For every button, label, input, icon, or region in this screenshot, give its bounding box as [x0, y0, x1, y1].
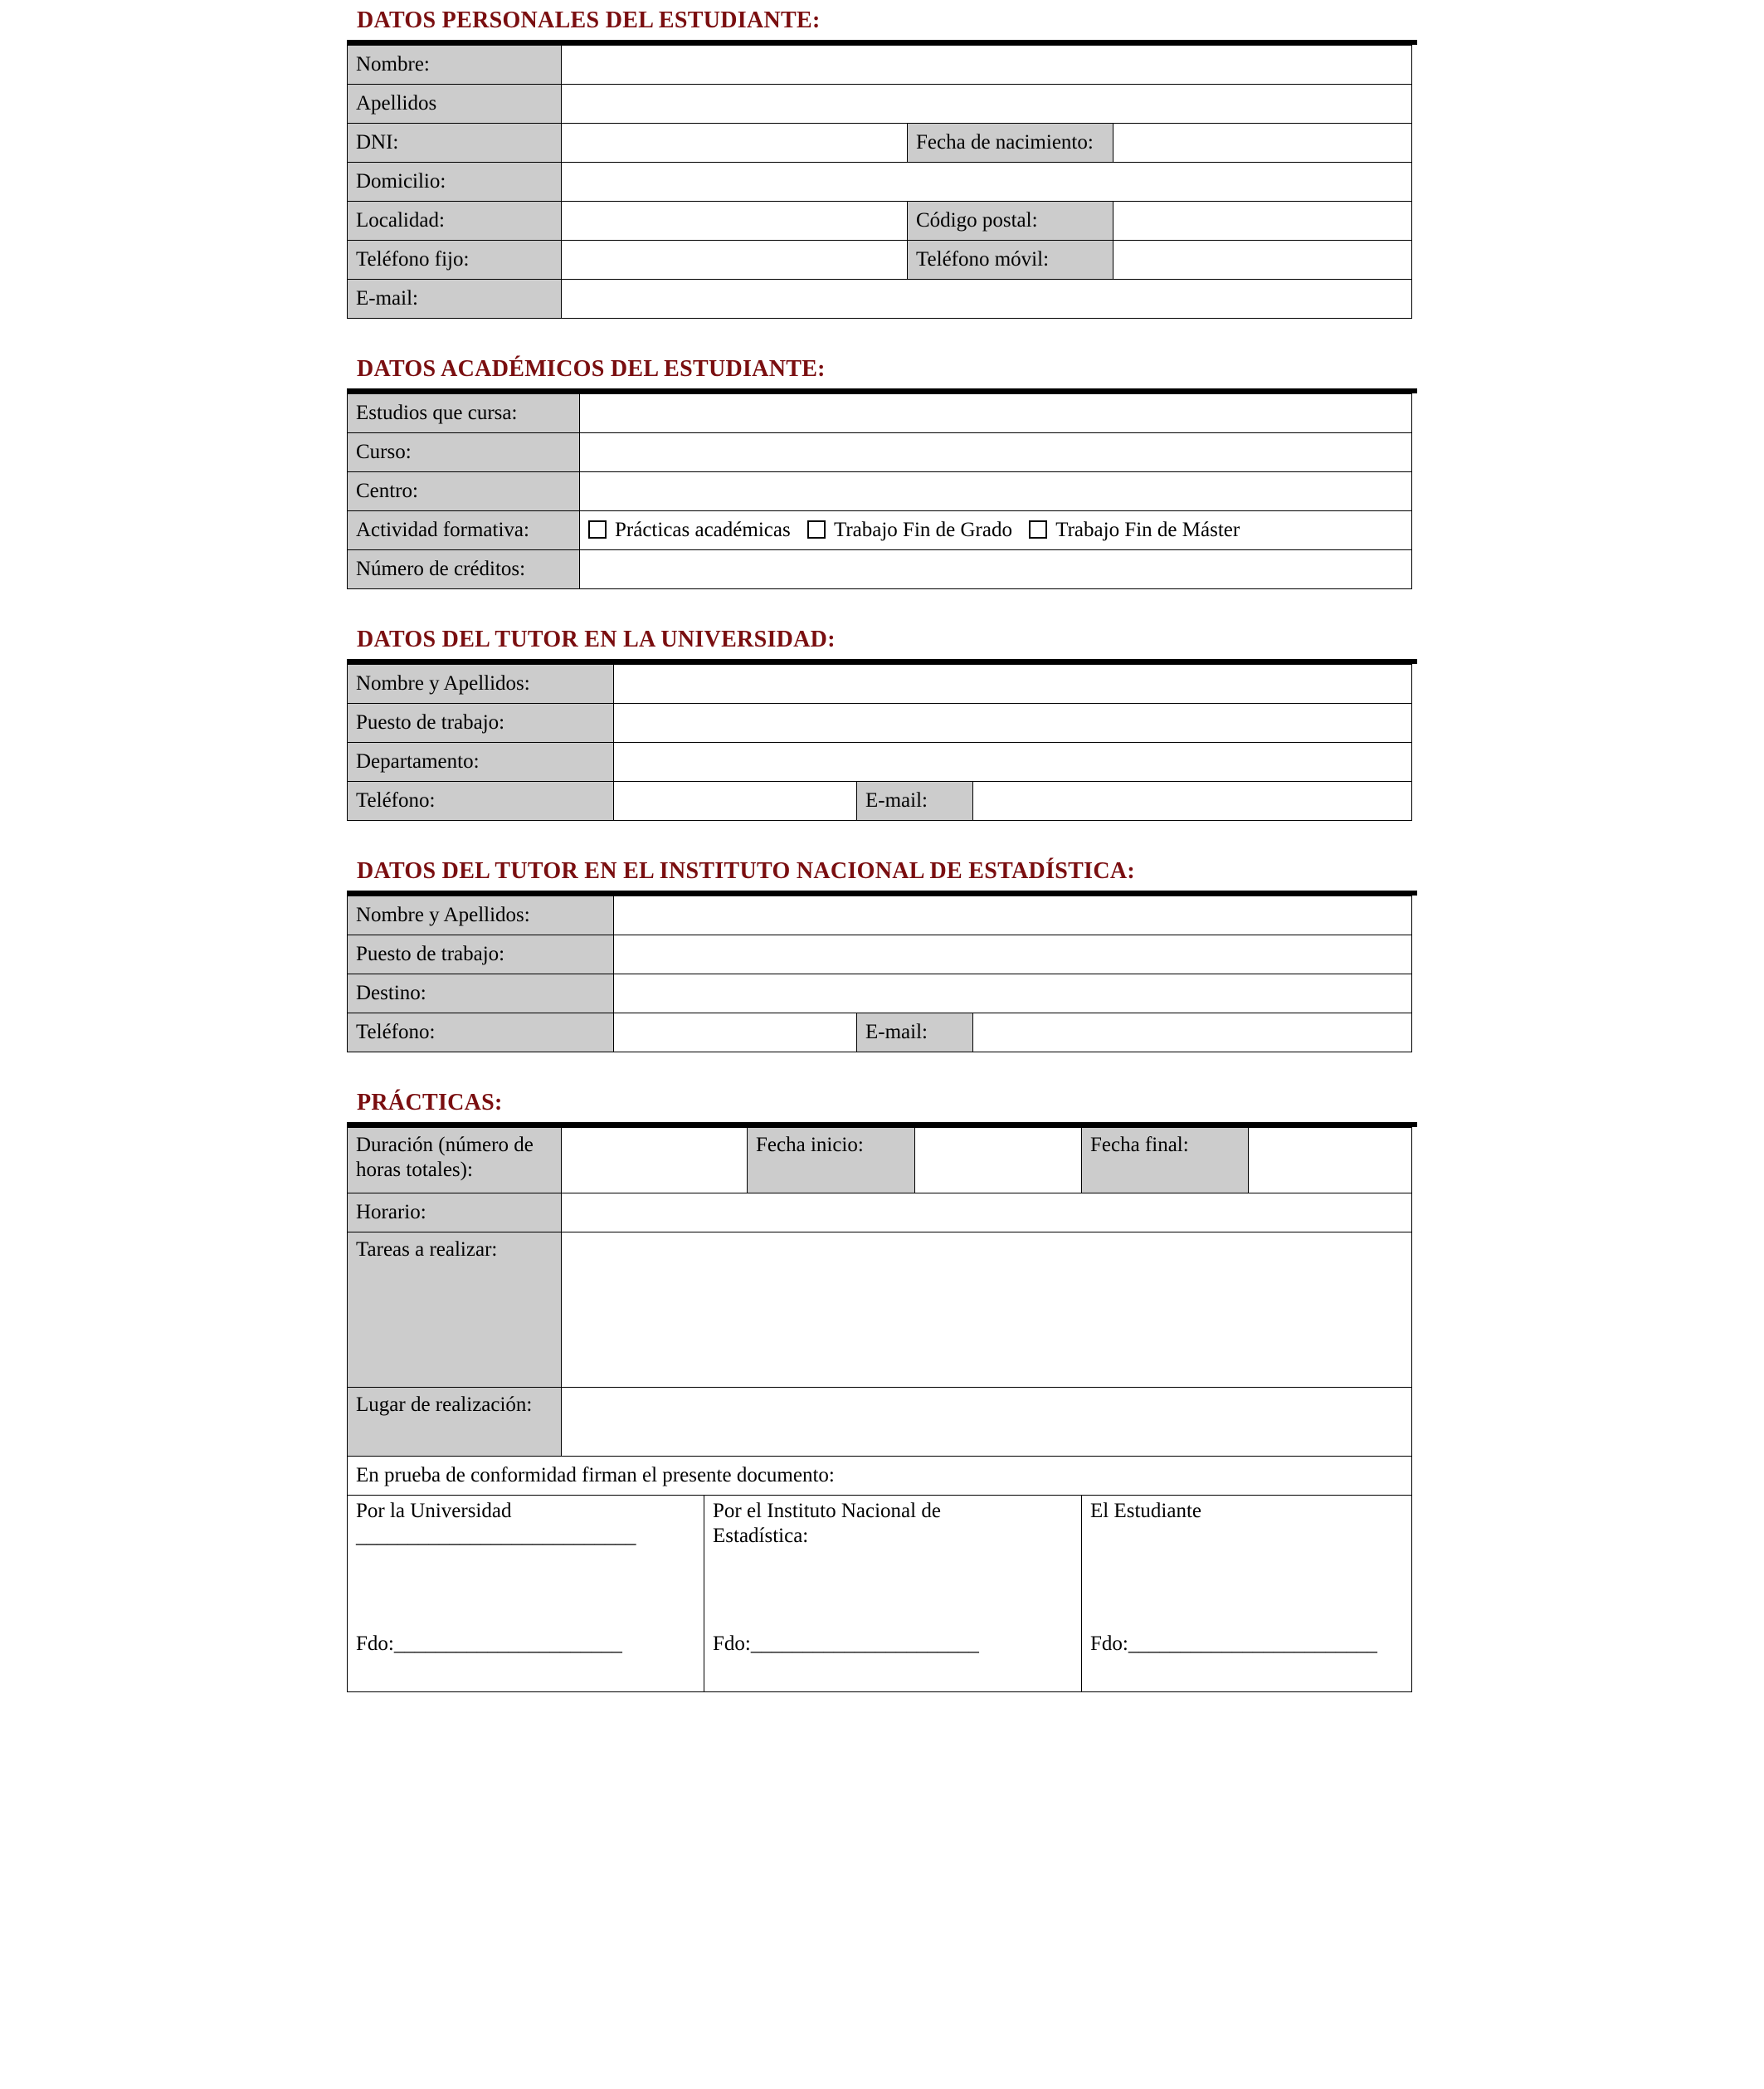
- input-email[interactable]: [562, 280, 1412, 319]
- section-title-tutor-uni: DATOS DEL TUTOR EN LA UNIVERSIDAD:: [357, 627, 836, 652]
- row-tareas: [348, 1232, 1412, 1388]
- section-title-personal: DATOS PERSONALES DEL ESTUDIANTE:: [357, 7, 821, 33]
- input-apellidos[interactable]: [562, 85, 1412, 124]
- option-label: Prácticas académicas: [615, 519, 791, 541]
- input-telefono-fijo[interactable]: [562, 241, 908, 280]
- label-tutor-uni-puesto: Puesto de trabajo:: [348, 704, 614, 743]
- label-fecha-nacimiento: Fecha de nacimiento:: [908, 124, 1113, 163]
- signature-ine[interactable]: [704, 1496, 1082, 1692]
- section-tutor-uni: [347, 619, 1417, 821]
- input-localidad[interactable]: [562, 202, 908, 241]
- label-fecha-inicio: Fecha inicio:: [748, 1128, 915, 1193]
- option-tfg[interactable]: [807, 518, 1012, 543]
- row-tutor-ine-destino: [348, 974, 1412, 1013]
- input-tutor-ine-nombre[interactable]: [614, 896, 1412, 935]
- label-duracion: Duración (número de horas totales):: [348, 1128, 562, 1193]
- row-horario: [348, 1193, 1412, 1232]
- label-tutor-uni-telefono: Teléfono:: [348, 782, 614, 821]
- tutor-uni-table: [347, 664, 1412, 821]
- label-tutor-ine-nombre: Nombre y Apellidos:: [348, 896, 614, 935]
- input-duracion[interactable]: [562, 1128, 748, 1193]
- fdo-estudiante: Fdo:________________________: [1090, 1633, 1377, 1655]
- conformidad-text: En prueba de conformidad firman el presente documento:: [348, 1457, 1412, 1496]
- label-dni: DNI:: [348, 124, 562, 163]
- label-horario: Horario:: [348, 1193, 562, 1232]
- row-creditos: [348, 550, 1412, 589]
- input-tutor-ine-telefono[interactable]: [614, 1013, 857, 1052]
- label-tutor-ine-destino: Destino:: [348, 974, 614, 1013]
- row-centro: [348, 472, 1412, 511]
- signature-line-universidad: ___________________________: [356, 1525, 636, 1547]
- label-lugar: Lugar de realización:: [348, 1388, 562, 1457]
- signature-label-ine: Por el Instituto Nacional de Estadística:: [713, 1500, 941, 1547]
- checkbox-tfm[interactable]: [1029, 520, 1047, 539]
- input-fecha-inicio[interactable]: [915, 1128, 1082, 1193]
- row-lugar: [348, 1388, 1412, 1457]
- section-title-tutor-ine: DATOS DEL TUTOR EN EL INSTITUTO NACIONAL DE ESTADÍSTICA:: [357, 858, 1135, 884]
- input-tareas[interactable]: [562, 1232, 1412, 1388]
- row-signatures: [348, 1496, 1412, 1692]
- fdo-ine: Fdo:______________________: [713, 1633, 979, 1655]
- label-estudios: Estudios que cursa:: [348, 394, 580, 433]
- option-label: Trabajo Fin de Máster: [1055, 519, 1240, 541]
- row-telefono: [348, 241, 1412, 280]
- practicas-table: [347, 1127, 1412, 1692]
- row-domicilio: [348, 163, 1412, 202]
- label-tutor-ine-puesto: Puesto de trabajo:: [348, 935, 614, 974]
- row-duracion: [348, 1128, 1412, 1193]
- section-practicas: [347, 1082, 1417, 1692]
- row-actividad: [348, 511, 1412, 550]
- label-tutor-uni-email: E-mail:: [857, 782, 973, 821]
- form-page: [347, 0, 1417, 1692]
- input-tutor-ine-puesto[interactable]: [614, 935, 1412, 974]
- row-tutor-uni-telefono: [348, 782, 1412, 821]
- label-domicilio: Domicilio:: [348, 163, 562, 202]
- academic-table: [347, 393, 1412, 589]
- input-tutor-uni-nombre[interactable]: [614, 665, 1412, 704]
- input-lugar[interactable]: [562, 1388, 1412, 1457]
- input-centro[interactable]: [580, 472, 1412, 511]
- input-fecha-final[interactable]: [1249, 1128, 1412, 1193]
- label-actividad: Actividad formativa:: [348, 511, 580, 550]
- input-creditos[interactable]: [580, 550, 1412, 589]
- label-tareas: Tareas a realizar:: [348, 1232, 562, 1388]
- label-apellidos: Apellidos: [348, 85, 562, 124]
- label-nombre: Nombre:: [348, 46, 562, 85]
- input-tutor-uni-email[interactable]: [973, 782, 1412, 821]
- label-creditos: Número de créditos:: [348, 550, 580, 589]
- label-fecha-final: Fecha final:: [1082, 1128, 1249, 1193]
- input-dni[interactable]: [562, 124, 908, 163]
- section-personal: [347, 0, 1417, 319]
- row-tutor-uni-nombre: [348, 665, 1412, 704]
- input-domicilio[interactable]: [562, 163, 1412, 202]
- label-telefono-fijo: Teléfono fijo:: [348, 241, 562, 280]
- label-telefono-movil: Teléfono móvil:: [908, 241, 1113, 280]
- option-label: Trabajo Fin de Grado: [833, 519, 1012, 541]
- tutor-ine-table: [347, 896, 1412, 1052]
- section-tutor-ine: [347, 851, 1417, 1052]
- input-estudios[interactable]: [580, 394, 1412, 433]
- option-tfm[interactable]: [1029, 518, 1240, 543]
- section-title-practicas: PRÁCTICAS:: [357, 1090, 503, 1115]
- label-curso: Curso:: [348, 433, 580, 472]
- label-codigo-postal: Código postal:: [908, 202, 1113, 241]
- label-centro: Centro:: [348, 472, 580, 511]
- label-email: E-mail:: [348, 280, 562, 319]
- row-nombre: [348, 46, 1412, 85]
- checkbox-practicas[interactable]: [588, 520, 607, 539]
- input-tutor-uni-puesto[interactable]: [614, 704, 1412, 743]
- row-email: [348, 280, 1412, 319]
- input-tutor-uni-telefono[interactable]: [614, 782, 857, 821]
- label-tutor-uni-departamento: Departamento:: [348, 743, 614, 782]
- label-tutor-uni-nombre: Nombre y Apellidos:: [348, 665, 614, 704]
- row-tutor-uni-departamento: [348, 743, 1412, 782]
- row-tutor-ine-puesto: [348, 935, 1412, 974]
- input-curso[interactable]: [580, 433, 1412, 472]
- option-practicas[interactable]: [588, 518, 791, 543]
- row-tutor-uni-puesto: [348, 704, 1412, 743]
- fdo-universidad: Fdo:______________________: [356, 1633, 622, 1655]
- signature-label-estudiante: El Estudiante: [1090, 1500, 1201, 1522]
- input-tutor-ine-destino[interactable]: [614, 974, 1412, 1013]
- input-horario[interactable]: [562, 1193, 1412, 1232]
- label-tutor-ine-telefono: Teléfono:: [348, 1013, 614, 1052]
- row-tutor-ine-nombre: [348, 896, 1412, 935]
- label-tutor-ine-email: E-mail:: [857, 1013, 973, 1052]
- signature-universidad[interactable]: [348, 1496, 704, 1692]
- checkbox-tfg[interactable]: [807, 520, 826, 539]
- input-tutor-ine-email[interactable]: [973, 1013, 1412, 1052]
- input-tutor-uni-departamento[interactable]: [614, 743, 1412, 782]
- row-dni: [348, 124, 1412, 163]
- signature-label-universidad: Por la Universidad: [356, 1500, 512, 1522]
- row-apellidos: [348, 85, 1412, 124]
- row-tutor-ine-telefono: [348, 1013, 1412, 1052]
- section-academic: [347, 349, 1417, 589]
- input-nombre[interactable]: [562, 46, 1412, 85]
- label-localidad: Localidad:: [348, 202, 562, 241]
- signature-estudiante[interactable]: [1082, 1496, 1412, 1692]
- section-title-academic: DATOS ACADÉMICOS DEL ESTUDIANTE:: [357, 356, 826, 382]
- personal-table: [347, 45, 1412, 319]
- input-codigo-postal[interactable]: [1113, 202, 1412, 241]
- actividad-options: [580, 511, 1412, 550]
- input-telefono-movil[interactable]: [1113, 241, 1412, 280]
- input-fecha-nacimiento[interactable]: [1113, 124, 1412, 163]
- row-localidad: [348, 202, 1412, 241]
- row-conformidad: [348, 1457, 1412, 1496]
- row-curso: [348, 433, 1412, 472]
- row-estudios: [348, 394, 1412, 433]
